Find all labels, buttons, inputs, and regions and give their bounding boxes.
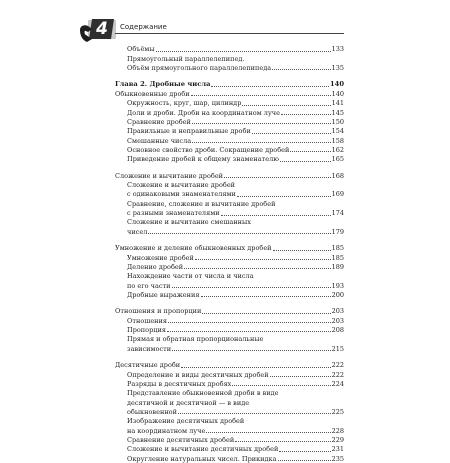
leader-dots bbox=[281, 114, 331, 115]
leader-dots bbox=[184, 268, 330, 269]
toc-entry-page: 229 bbox=[331, 436, 344, 445]
toc-entry-title: Объёмы bbox=[127, 45, 155, 54]
toc-entry[interactable] bbox=[115, 53, 344, 62]
toc-entry-title: обыкновенной bbox=[127, 407, 177, 416]
toc-entry[interactable] bbox=[115, 271, 344, 280]
toc-entry-title: Правильные и неправильные дроби bbox=[127, 127, 251, 136]
toc-entry-title: Прямоугольный параллелепипед. bbox=[127, 54, 245, 63]
toc-entry-title: Сравнение, сложение и вычитание дробей bbox=[127, 199, 276, 208]
toc-entry[interactable] bbox=[115, 379, 344, 388]
toc-entry-page: 169 bbox=[331, 190, 344, 199]
toc-entry-title: Умножение дробей bbox=[127, 253, 194, 262]
toc-entry-title: Объём прямоугольного параллелепипеда bbox=[127, 64, 272, 73]
leader-dots bbox=[280, 161, 331, 162]
toc-entry[interactable] bbox=[115, 98, 344, 107]
toc-entry-page: 208 bbox=[331, 326, 344, 335]
toc-entry[interactable] bbox=[115, 280, 344, 289]
toc-entry-title: на координатном луче bbox=[127, 426, 206, 435]
leader-dots bbox=[172, 350, 330, 351]
page-number: 4 bbox=[96, 19, 108, 39]
leader-dots bbox=[278, 460, 331, 461]
toc-chapter[interactable] bbox=[115, 79, 344, 88]
toc-entry[interactable] bbox=[115, 315, 344, 324]
toc-chapter-title: Глава 2. Дробные числа bbox=[115, 80, 211, 89]
toc-entry[interactable] bbox=[115, 208, 344, 217]
toc-entry[interactable] bbox=[115, 388, 344, 397]
toc-chapter-page: 140 bbox=[330, 80, 344, 89]
toc-section-title: Сложение и вычитание дробей bbox=[115, 171, 224, 180]
toc-entry-title: Деление дробей bbox=[127, 262, 184, 271]
toc-section-title: Отношения и пропорции bbox=[115, 307, 202, 316]
toc-section-page: 140 bbox=[331, 89, 344, 98]
toc-entry-page: 158 bbox=[331, 136, 344, 145]
toc-entry[interactable] bbox=[115, 444, 344, 453]
toc-entry-title: Отношения bbox=[127, 316, 168, 325]
toc-entry[interactable] bbox=[115, 453, 344, 462]
leader-dots bbox=[211, 86, 329, 87]
toc-entry-title: с одинаковыми знаменателями bbox=[127, 190, 236, 199]
toc-entry[interactable] bbox=[115, 135, 344, 144]
toc-section-page: 168 bbox=[331, 171, 344, 180]
toc-entry-page: 154 bbox=[331, 127, 344, 136]
leader-dots bbox=[148, 233, 330, 234]
toc-entry[interactable] bbox=[115, 425, 344, 434]
toc-entry-title: Сравнение дробей bbox=[127, 117, 191, 126]
toc-entry-page: 203 bbox=[331, 316, 344, 325]
leader-dots bbox=[221, 215, 331, 216]
leader-dots bbox=[206, 432, 330, 433]
toc-entry-title: Смешанные числа bbox=[127, 136, 192, 145]
toc-section[interactable] bbox=[115, 170, 344, 179]
toc-section[interactable] bbox=[115, 243, 344, 252]
table-of-contents bbox=[115, 44, 344, 463]
toc-entry-title: Нахождение части от числа и числа bbox=[127, 272, 254, 281]
toc-entry-page: 193 bbox=[331, 281, 344, 290]
toc-entry-title: Пропорция bbox=[127, 326, 166, 335]
toc-entry-page: 200 bbox=[331, 290, 344, 299]
toc-entry[interactable] bbox=[115, 63, 344, 72]
toc-entry[interactable] bbox=[115, 180, 344, 189]
leader-dots bbox=[242, 105, 330, 106]
toc-entry-page: 215 bbox=[331, 344, 344, 353]
toc-entry-title: Представление обыкновенной дроби в виде bbox=[127, 389, 279, 398]
leader-dots bbox=[232, 385, 330, 386]
toc-entry[interactable] bbox=[115, 290, 344, 299]
toc-entry[interactable] bbox=[115, 198, 344, 207]
toc-entry[interactable] bbox=[115, 117, 344, 126]
leader-dots bbox=[272, 69, 330, 70]
toc-entry[interactable] bbox=[115, 217, 344, 226]
toc-entry-page: 222 bbox=[331, 370, 344, 379]
leader-dots bbox=[192, 142, 330, 143]
leader-dots bbox=[191, 95, 331, 96]
leader-dots bbox=[270, 376, 331, 377]
toc-entry[interactable] bbox=[115, 44, 344, 53]
leader-dots bbox=[192, 123, 331, 124]
toc-entry-title: Изображение десятичных дробей bbox=[127, 417, 245, 426]
toc-entry-page: 179 bbox=[331, 227, 344, 236]
toc-entry-title: зависимости bbox=[127, 344, 172, 353]
toc-entry-page: 162 bbox=[331, 145, 344, 154]
toc-entry[interactable] bbox=[115, 145, 344, 154]
toc-entry[interactable] bbox=[115, 407, 344, 416]
toc-section[interactable] bbox=[115, 88, 344, 97]
toc-entry-page: 145 bbox=[331, 108, 344, 117]
toc-section-page: 222 bbox=[331, 361, 344, 370]
leader-dots bbox=[168, 322, 331, 323]
toc-entry[interactable] bbox=[115, 126, 344, 135]
leader-dots bbox=[290, 151, 330, 152]
leader-dots bbox=[252, 133, 331, 134]
page-header-title: Содержание bbox=[120, 23, 167, 31]
toc-entry-title: Сложение и вычитание смешанных bbox=[127, 218, 251, 227]
toc-entry-page: 228 bbox=[331, 426, 344, 435]
toc-section[interactable] bbox=[115, 360, 344, 369]
toc-section-page: 203 bbox=[331, 307, 344, 316]
leader-dots bbox=[167, 331, 331, 332]
toc-entry[interactable] bbox=[115, 154, 344, 163]
toc-entry[interactable] bbox=[115, 226, 344, 235]
toc-entry-title: Определение и виды десятичных дробей bbox=[127, 370, 269, 379]
leader-dots bbox=[195, 259, 331, 260]
toc-entry-title: Разряды в десятичных дробях bbox=[127, 379, 232, 388]
toc-section-title: Десятичные дроби bbox=[115, 361, 181, 370]
toc-entry-title: Сравнение десятичных дробей bbox=[127, 436, 235, 445]
leader-dots bbox=[224, 177, 331, 178]
leader-dots bbox=[202, 313, 330, 314]
toc-entry[interactable] bbox=[115, 262, 344, 271]
toc-entry[interactable] bbox=[115, 107, 344, 116]
toc-entry-title: Округление натуральных чисел. Прикидка bbox=[127, 454, 277, 463]
toc-entry-title: Приведение дробей к общему знаменателю bbox=[127, 155, 279, 164]
toc-entry-title: Сложение и вычитание дробей bbox=[127, 181, 236, 190]
leader-dots bbox=[178, 413, 331, 414]
leader-dots bbox=[156, 51, 331, 52]
toc-entry[interactable] bbox=[115, 435, 344, 444]
leader-dots bbox=[273, 250, 331, 251]
toc-entry-page: 231 bbox=[331, 445, 344, 454]
toc-entry-page: 235 bbox=[331, 454, 344, 463]
toc-entry-page: 135 bbox=[331, 64, 344, 73]
leader-dots bbox=[279, 451, 330, 452]
toc-section-page: 185 bbox=[331, 244, 344, 253]
toc-entry[interactable] bbox=[115, 252, 344, 261]
toc-entry-title: Дробные выражения bbox=[127, 290, 200, 299]
toc-entry-page: 165 bbox=[331, 155, 344, 164]
toc-entry-page: 224 bbox=[331, 379, 344, 388]
toc-entry-title: чисел bbox=[127, 227, 148, 236]
toc-entry-page: 185 bbox=[331, 253, 344, 262]
toc-entry[interactable] bbox=[115, 343, 344, 352]
leader-dots bbox=[181, 367, 330, 368]
toc-section[interactable] bbox=[115, 306, 344, 315]
header-rule bbox=[115, 33, 344, 34]
leader-dots bbox=[201, 296, 331, 297]
toc-entry-title: Прямая и обратная пропорциональные bbox=[127, 335, 264, 344]
leader-dots bbox=[237, 196, 331, 197]
toc-entry-title: Основное свойство дроби. Сокращение дробей bbox=[127, 145, 290, 154]
toc-entry-title: Окружность, круг, шар, цилиндр bbox=[127, 99, 242, 108]
toc-entry[interactable] bbox=[115, 189, 344, 198]
toc-entry[interactable] bbox=[115, 416, 344, 425]
leader-dots bbox=[235, 441, 330, 442]
toc-entry[interactable] bbox=[115, 334, 344, 343]
toc-section-title: Обыкновенные дроби bbox=[115, 89, 190, 98]
toc-entry-title: Доли и дроби. Дроби на координатном луче bbox=[127, 108, 280, 117]
toc-entry-page: 225 bbox=[331, 407, 344, 416]
toc-section-title: Умножение и деление обыкновенных дробей bbox=[115, 244, 272, 253]
toc-entry-title: с разными знаменателями bbox=[127, 209, 220, 218]
toc-entry-title: Сложение и вычитание десятичных дробей bbox=[127, 445, 279, 454]
toc-entry-page: 141 bbox=[331, 99, 344, 108]
toc-entry[interactable] bbox=[115, 369, 344, 378]
toc-entry-title: десятичной и десятичной — в виде bbox=[127, 398, 250, 407]
toc-entry[interactable] bbox=[115, 325, 344, 334]
toc-entry[interactable] bbox=[115, 397, 344, 406]
toc-entry-page: 133 bbox=[331, 45, 344, 54]
toc-entry-page: 150 bbox=[331, 117, 344, 126]
toc-entry-title: по его части bbox=[127, 281, 171, 290]
toc-entry-page: 174 bbox=[331, 209, 344, 218]
leader-dots bbox=[172, 287, 331, 288]
toc-entry-page: 189 bbox=[331, 262, 344, 271]
